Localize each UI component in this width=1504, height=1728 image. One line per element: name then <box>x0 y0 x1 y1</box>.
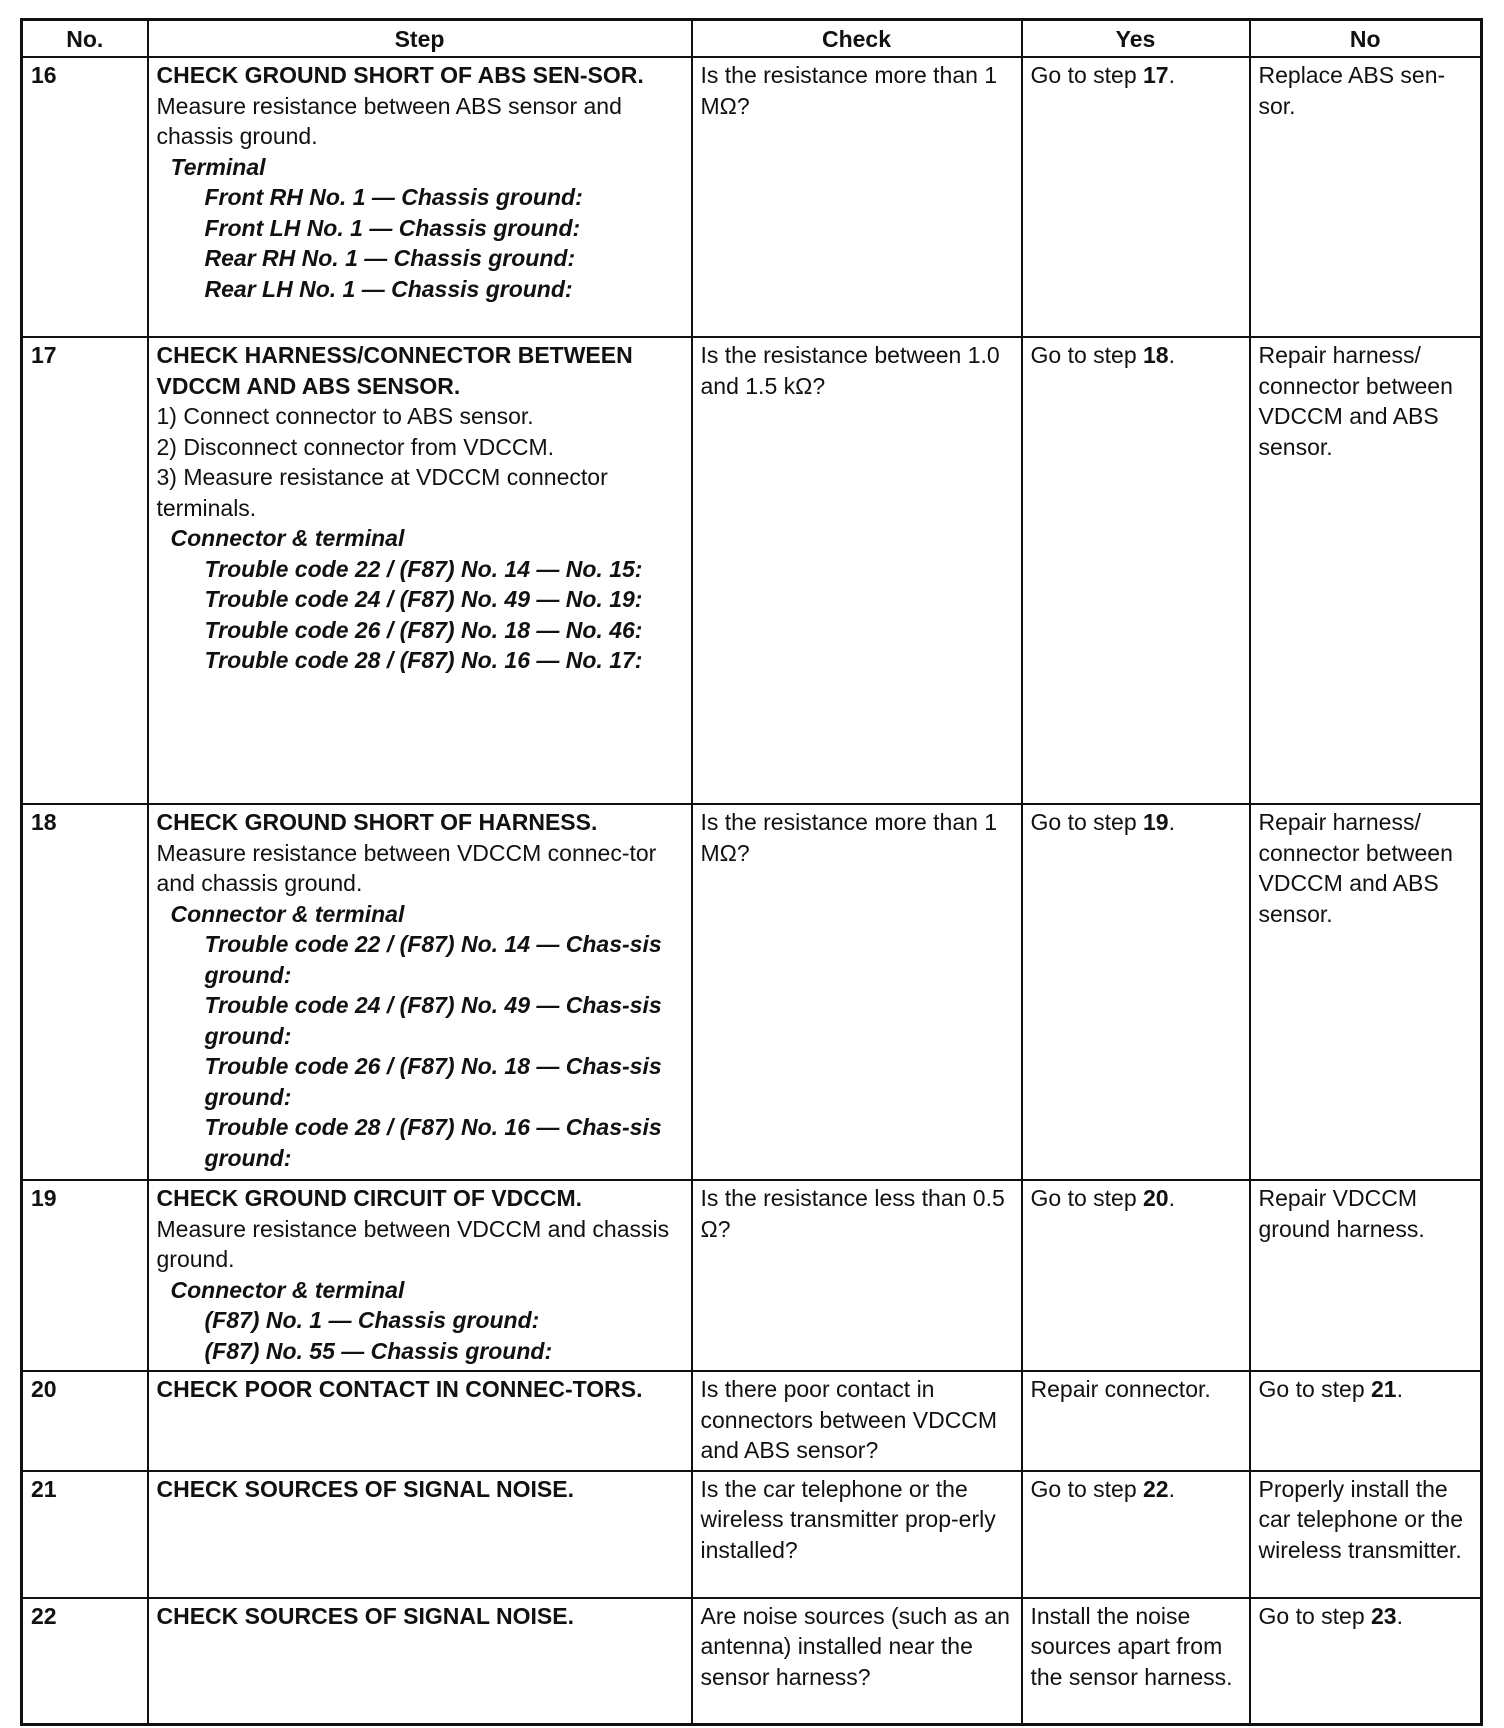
yes-action-text: Repair connector. <box>1030 1376 1211 1402</box>
step-description <box>148 57 692 337</box>
step-title: CHECK GROUND CIRCUIT OF VDCCM. <box>156 1185 582 1211</box>
no-action <box>1250 1180 1482 1371</box>
step-instruction: 1) Connect connector to ABS sensor. <box>156 403 534 429</box>
step-title: CHECK GROUND SHORT OF HARNESS. <box>156 809 598 835</box>
step-instruction: Measure resistance between VDCCM connec-tor and chassis ground. <box>156 839 657 896</box>
step-number: 17 <box>22 337 148 804</box>
no-action <box>1250 1471 1482 1598</box>
step-spec-item: Trouble code 28 / (F87) No. 16 — No. 17: <box>204 647 643 673</box>
yes-action-text: Go to step <box>1030 1475 1144 1502</box>
step-spec-item: Rear RH No. 1 — Chassis ground: <box>204 245 576 271</box>
yes-action-suffix: . <box>1168 62 1175 88</box>
step-spec-item: Trouble code 24 / (F87) No. 49 — Chas-sis ground: <box>204 992 662 1049</box>
step-spec-item: Rear LH No. 1 — Chassis ground: <box>204 275 573 302</box>
yes-action <box>1022 337 1250 804</box>
yes-step-number: 22 <box>1143 1475 1169 1502</box>
step-description <box>148 1371 692 1471</box>
no-action <box>1250 57 1482 337</box>
table-row <box>22 57 1482 337</box>
table-row <box>22 1471 1482 1598</box>
step-spec-item: Trouble code 24 / (F87) No. 49 — No. 19: <box>204 586 643 612</box>
yes-step-number: 20 <box>1143 1185 1169 1211</box>
no-step-number: 21 <box>1371 1376 1397 1402</box>
table-body <box>22 57 1482 1725</box>
no-action-text: Repair VDCCM ground harness. <box>1258 1185 1425 1242</box>
yes-action-text: Go to step <box>1030 62 1144 88</box>
step-spec-item: Trouble code 28 / (F87) No. 16 — Chas-sis ground: <box>204 1114 662 1171</box>
check-question: Is the resistance between 1.0 and 1.5 kΩ? <box>692 337 1022 804</box>
no-action-text: Replace ABS sen-sor. <box>1258 62 1446 119</box>
step-number: 22 <box>22 1598 148 1725</box>
step-number: 19 <box>22 1180 148 1371</box>
no-action-text: Go to step <box>1258 1602 1372 1629</box>
yes-action-text: Go to step <box>1030 809 1144 835</box>
no-action <box>1250 1598 1482 1725</box>
step-description <box>148 1180 692 1371</box>
no-action <box>1250 1371 1482 1471</box>
step-description <box>148 1598 692 1725</box>
table-header-row <box>22 20 1482 58</box>
step-instruction: 3) Measure resistance at VDCCM connector terminals. <box>156 464 608 521</box>
yes-step-number: 18 <box>1143 342 1169 368</box>
no-action <box>1250 804 1482 1180</box>
yes-step-number: 19 <box>1143 809 1169 835</box>
header-check: Check <box>692 20 1022 58</box>
check-question: Is the resistance more than 1 MΩ? <box>692 57 1022 337</box>
yes-action <box>1022 1180 1250 1371</box>
yes-action <box>1022 1371 1250 1471</box>
table-row <box>22 337 1482 804</box>
step-instruction: 2) Disconnect connector from VDCCM. <box>156 433 555 460</box>
check-question: Is the resistance more than 1 MΩ? <box>692 804 1022 1180</box>
yes-action <box>1022 57 1250 337</box>
check-question: Is the car telephone or the wireless transmitter prop-erly installed? <box>692 1471 1022 1598</box>
step-title: CHECK SOURCES OF SIGNAL NOISE. <box>156 1602 574 1629</box>
yes-action-text: Go to step <box>1030 342 1144 368</box>
yes-action-suffix: . <box>1168 342 1175 368</box>
header-yes: Yes <box>1022 20 1250 58</box>
no-action <box>1250 337 1482 804</box>
step-spec-item: Front LH No. 1 — Chassis ground: <box>204 214 581 241</box>
yes-action <box>1022 804 1250 1180</box>
step-spec-item: Front RH No. 1 — Chassis ground: <box>204 184 583 210</box>
table-row <box>22 1371 1482 1471</box>
step-number: 18 <box>22 804 148 1180</box>
no-action-text: Go to step <box>1258 1376 1372 1402</box>
step-title: CHECK HARNESS/CONNECTOR BETWEEN VDCCM AND ABS SENSOR. <box>156 342 633 399</box>
header-no-result: No <box>1250 20 1482 58</box>
step-instruction: Measure resistance between ABS sensor and chassis ground. <box>156 92 622 149</box>
step-title: CHECK POOR CONTACT IN CONNEC-TORS. <box>156 1376 643 1402</box>
step-subheading: Connector & terminal <box>170 900 405 927</box>
table-row <box>22 804 1482 1180</box>
table-row <box>22 1180 1482 1371</box>
step-subheading: Terminal <box>170 153 266 180</box>
table-row <box>22 1598 1482 1725</box>
yes-action-suffix: . <box>1168 1475 1175 1502</box>
yes-action-text: Install the noise sources apart from the sensor harness. <box>1030 1602 1233 1690</box>
step-spec-item: Trouble code 26 / (F87) No. 18 — Chas-sis ground: <box>204 1053 662 1110</box>
check-question: Are noise sources (such as an antenna) installed near the sensor harness? <box>692 1598 1022 1725</box>
header-no: No. <box>22 20 148 58</box>
no-action-text: Repair harness/ connector between VDCCM and ABS sensor. <box>1258 809 1453 927</box>
yes-action <box>1022 1471 1250 1598</box>
yes-action-suffix: . <box>1168 809 1175 835</box>
step-subheading: Connector & terminal <box>170 525 405 551</box>
step-spec-item: Trouble code 22 / (F87) No. 14 — Chas-sis ground: <box>204 931 662 988</box>
check-question: Is there poor contact in connectors between VDCCM and ABS sensor? <box>692 1371 1022 1471</box>
step-title: CHECK SOURCES OF SIGNAL NOISE. <box>156 1475 574 1502</box>
step-spec-item: (F87) No. 55 — Chassis ground: <box>204 1337 553 1364</box>
no-action-text: Repair harness/ connector between VDCCM and ABS sensor. <box>1258 342 1453 460</box>
step-spec-item: (F87) No. 1 — Chassis ground: <box>204 1307 540 1333</box>
no-action-text: Properly install the car telephone or the wireless transmitter. <box>1258 1475 1464 1563</box>
check-question: Is the resistance less than 0.5 Ω? <box>692 1180 1022 1371</box>
step-title: CHECK GROUND SHORT OF ABS SEN-SOR. <box>156 62 644 88</box>
yes-action <box>1022 1598 1250 1725</box>
step-description <box>148 804 692 1180</box>
diagnosis-table <box>20 18 1483 1726</box>
no-step-number: 23 <box>1371 1602 1397 1629</box>
yes-action-text: Go to step <box>1030 1185 1144 1211</box>
step-number: 20 <box>22 1371 148 1471</box>
step-spec-item: Trouble code 26 / (F87) No. 18 — No. 46: <box>204 616 643 643</box>
step-spec-item: Trouble code 22 / (F87) No. 14 — No. 15: <box>204 555 643 582</box>
step-description <box>148 337 692 804</box>
no-action-suffix: . <box>1396 1376 1403 1402</box>
no-action-suffix: . <box>1396 1602 1403 1629</box>
step-number: 21 <box>22 1471 148 1598</box>
yes-action-suffix: . <box>1168 1185 1175 1211</box>
step-instruction: Measure resistance between VDCCM and chassis ground. <box>156 1215 670 1272</box>
header-step: Step <box>148 20 692 58</box>
yes-step-number: 17 <box>1143 62 1169 88</box>
step-description <box>148 1471 692 1598</box>
step-subheading: Connector & terminal <box>170 1276 405 1303</box>
step-number: 16 <box>22 57 148 337</box>
